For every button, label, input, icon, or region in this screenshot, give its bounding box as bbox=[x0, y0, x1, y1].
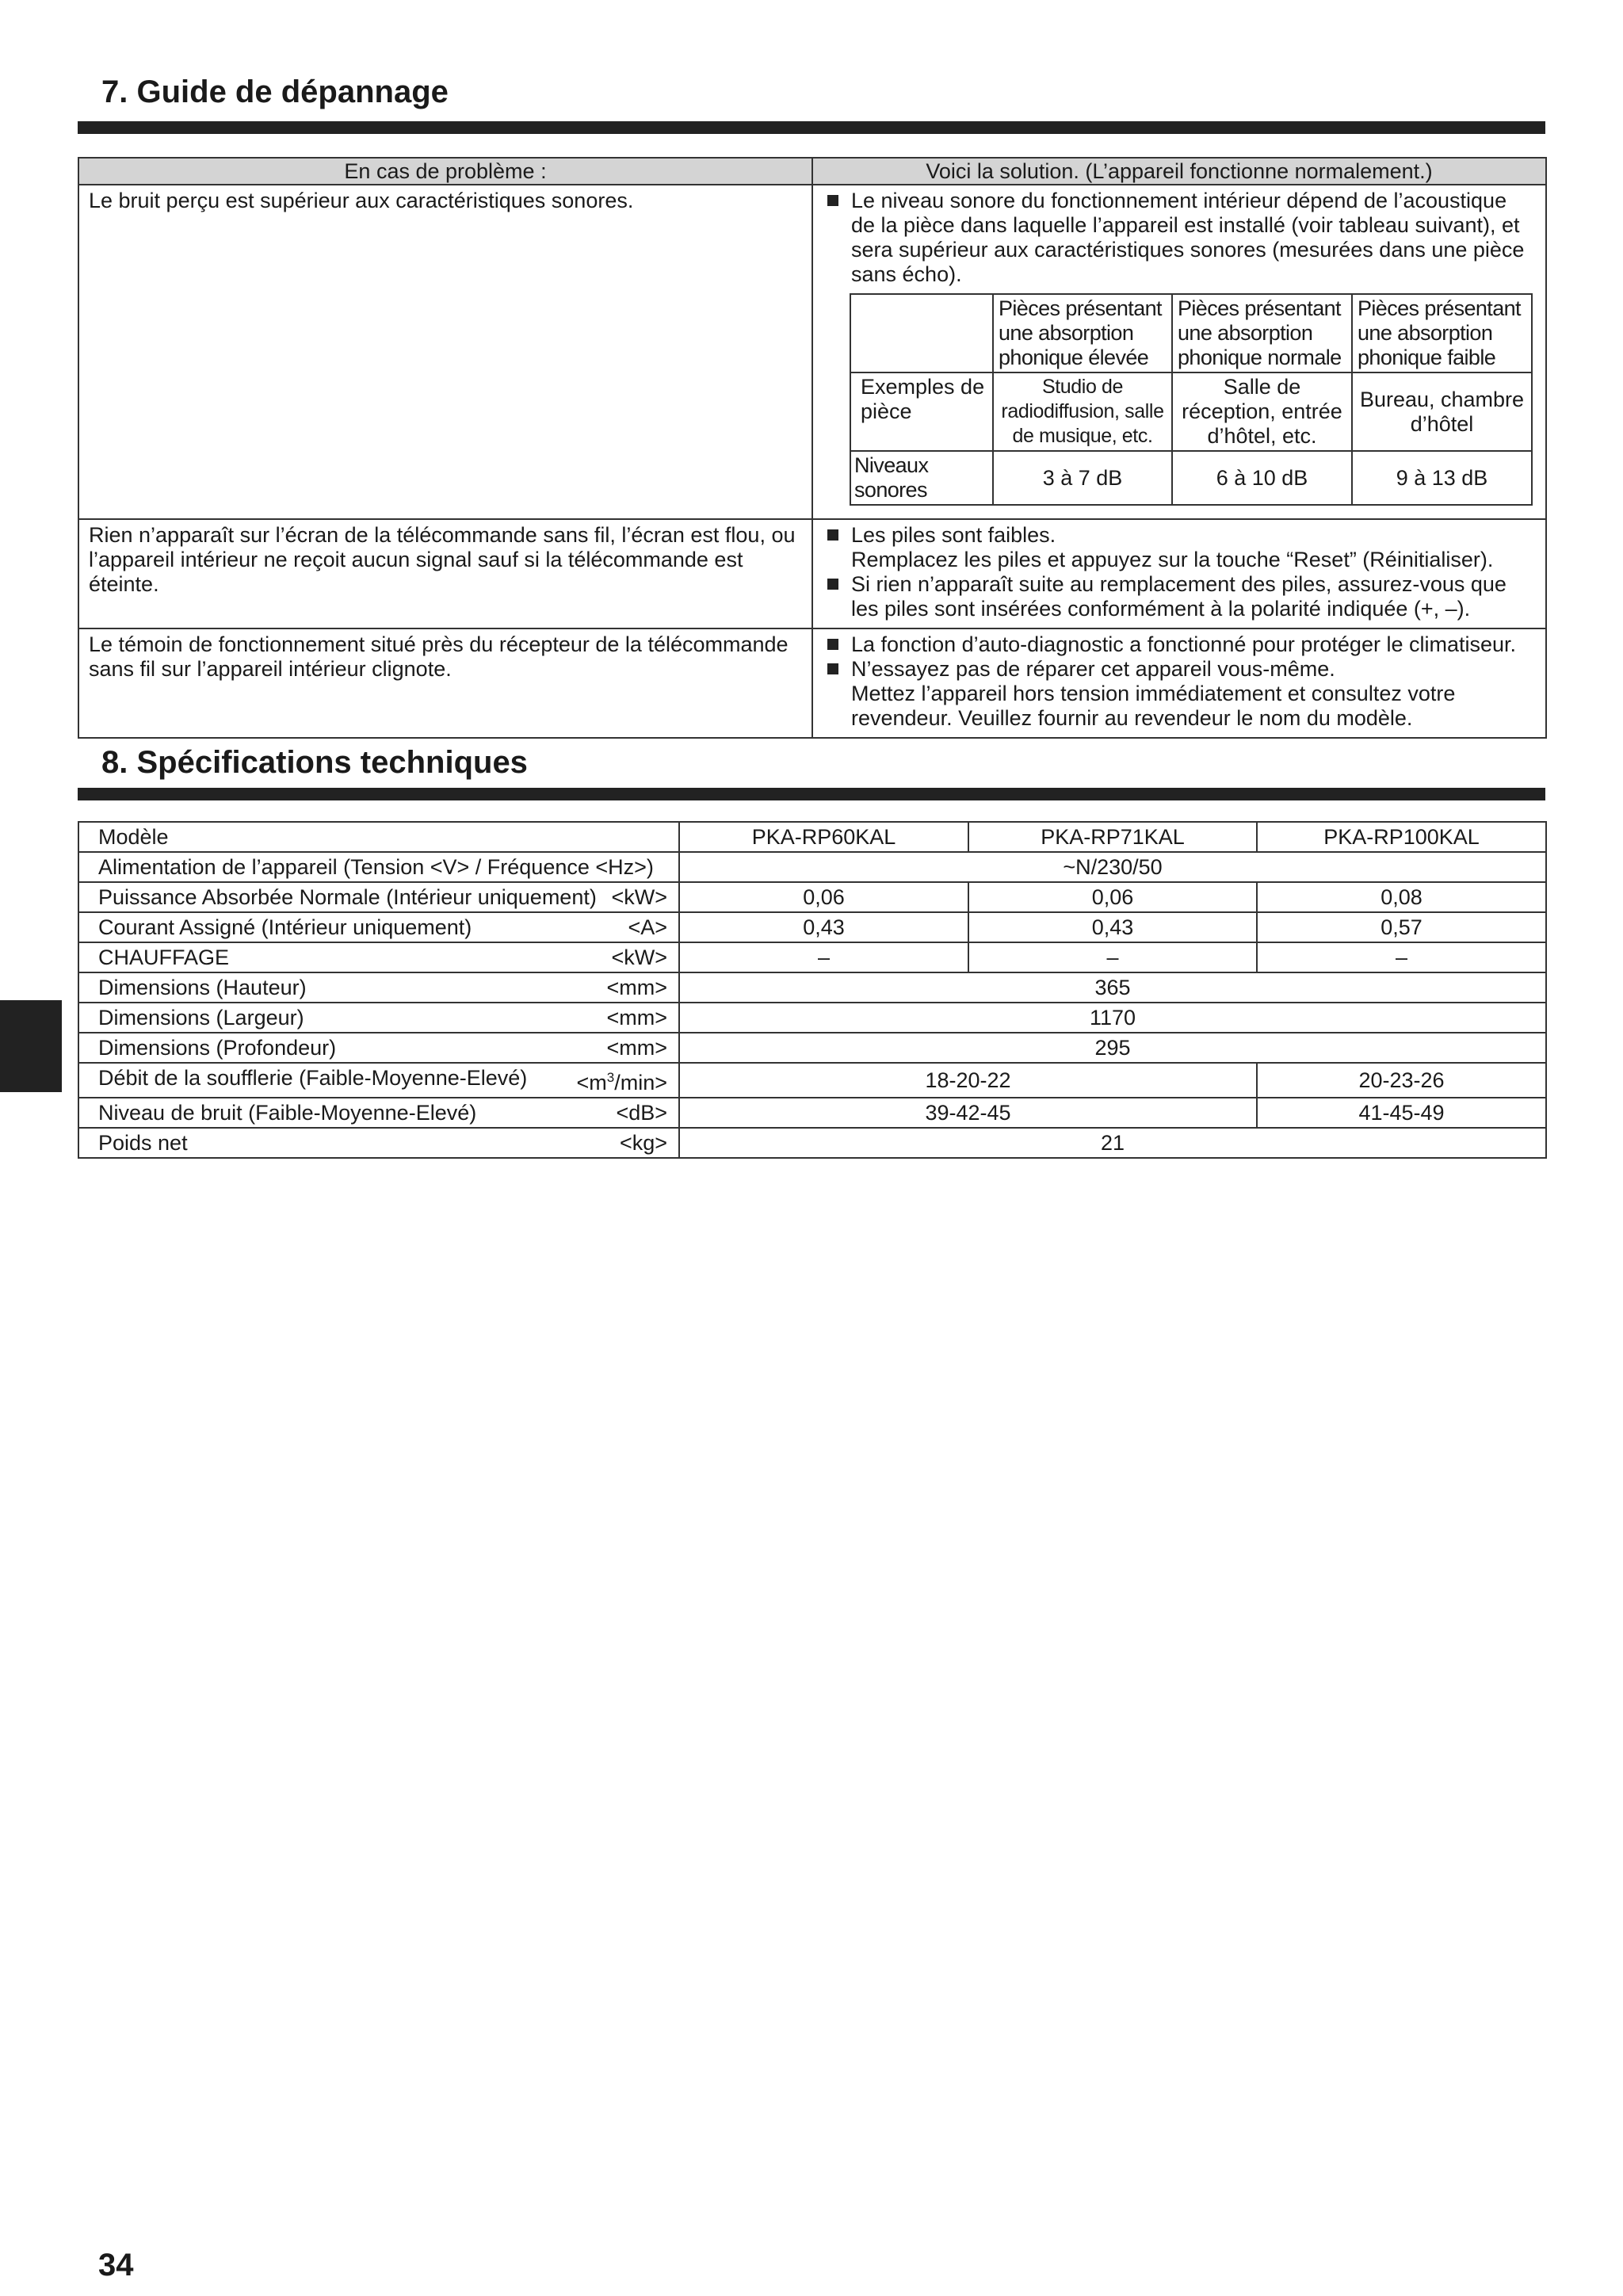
specifications-table bbox=[78, 821, 1547, 1159]
level-high-absorption: 3 à 7 dB bbox=[993, 451, 1172, 505]
spec-unit: <mm> bbox=[606, 1036, 667, 1060]
spec-row-height bbox=[78, 972, 1546, 1003]
square-bullet-icon bbox=[827, 663, 838, 674]
example-low-absorption: Bureau, chambre d’hôtel bbox=[1352, 372, 1532, 451]
spec-value: 0,06 bbox=[968, 882, 1257, 912]
spec-label: Dimensions (Hauteur) bbox=[98, 976, 307, 999]
spec-row-noise bbox=[78, 1098, 1546, 1128]
square-bullet-icon bbox=[827, 529, 838, 541]
spec-label-cell bbox=[78, 912, 679, 942]
spec-row-depth bbox=[78, 1033, 1546, 1063]
spec-label: Alimentation de l’appareil (Tension <V> / Fréquence <Hz>) bbox=[78, 852, 679, 882]
page-number: 34 bbox=[98, 2248, 134, 2283]
spec-value: 18-20-22 bbox=[679, 1063, 1257, 1098]
spec-row-heating bbox=[78, 942, 1546, 972]
bullet-item bbox=[823, 523, 1536, 548]
solution-noise bbox=[812, 185, 1546, 519]
unit-superscript: 3 bbox=[606, 1070, 615, 1085]
condition-high-absorption: Pièces présentant une absorption phonique élevée bbox=[993, 294, 1172, 372]
spec-value: 0,57 bbox=[1257, 912, 1546, 942]
spec-row-power-supply bbox=[78, 852, 1546, 882]
square-bullet-icon bbox=[827, 195, 838, 206]
spec-label-cell bbox=[78, 1063, 679, 1098]
noise-examples-row bbox=[850, 372, 1532, 451]
spec-row-current bbox=[78, 912, 1546, 942]
square-bullet-icon bbox=[827, 579, 838, 590]
example-high-absorption: Studio de radiodiffusion, salle de musique, etc. bbox=[993, 372, 1172, 451]
bullet-continuation: Mettez l’appareil hors tension immédiatement et consultez votre revendeur. Veuillez fournir au revendeur le nom du modèle. bbox=[851, 682, 1456, 730]
bullet-text: N’essayez pas de réparer cet appareil vous-même. bbox=[851, 657, 1335, 681]
troubleshooting-table bbox=[78, 157, 1547, 739]
bullet-item bbox=[823, 572, 1536, 621]
spec-label: CHAUFFAGE bbox=[98, 946, 230, 969]
condition-normal-absorption: Pièces présentant une absorption phonique normale bbox=[1172, 294, 1352, 372]
spec-row-power-input bbox=[78, 882, 1546, 912]
spec-value: 21 bbox=[679, 1128, 1546, 1158]
level-low-absorption: 9 à 13 dB bbox=[1352, 451, 1532, 505]
examples-label: Exemples de pièce bbox=[850, 372, 993, 451]
spec-label-cell bbox=[78, 1128, 679, 1158]
spec-unit: <kW> bbox=[611, 885, 667, 909]
spec-label-cell bbox=[78, 972, 679, 1003]
spec-label-cell bbox=[78, 942, 679, 972]
level-normal-absorption: 6 à 10 dB bbox=[1172, 451, 1352, 505]
spec-label: Dimensions (Profondeur) bbox=[98, 1036, 337, 1060]
model-rp100: PKA-RP100KAL bbox=[1257, 822, 1546, 852]
spec-value: 295 bbox=[679, 1033, 1546, 1063]
bullet-text: Si rien n’apparaît suite au remplacement des piles, assurez-vous que les piles sont insérées conformément à la polarité indiquée (+, –). bbox=[851, 572, 1507, 621]
section-8-title: 8. Spécifications techniques bbox=[101, 745, 528, 780]
spec-row-weight bbox=[78, 1128, 1546, 1158]
noise-level-table bbox=[850, 293, 1533, 506]
spec-label: Débit de la soufflerie (Faible-Moyenne-Elevé) bbox=[98, 1066, 528, 1090]
spec-label-cell bbox=[78, 1098, 679, 1128]
spec-value: 39-42-45 bbox=[679, 1098, 1257, 1128]
spec-value: 0,06 bbox=[679, 882, 968, 912]
spec-unit: <dB> bbox=[616, 1101, 667, 1125]
spec-unit: <kg> bbox=[619, 1131, 667, 1155]
spec-value: 0,43 bbox=[968, 912, 1257, 942]
spec-unit: <mm> bbox=[606, 976, 667, 999]
solution-indicator-blinks bbox=[812, 628, 1546, 738]
problem-remote-display: Rien n’apparaît sur l’écran de la télécommande sans fil, l’écran est flou, ou l’appareil intérieur ne reçoit aucun signal sauf si la télécommande est éteinte. bbox=[78, 519, 812, 628]
spec-value: 0,43 bbox=[679, 912, 968, 942]
spec-unit: <mm> bbox=[606, 1006, 667, 1030]
spec-label: Niveau de bruit (Faible-Moyenne-Elevé) bbox=[98, 1101, 477, 1125]
section-8-rule bbox=[78, 788, 1545, 800]
spec-unit bbox=[576, 1064, 667, 1097]
problem-noise: Le bruit perçu est supérieur aux caractéristiques sonores. bbox=[78, 185, 812, 519]
spec-value: – bbox=[968, 942, 1257, 972]
spec-row-model bbox=[78, 822, 1546, 852]
unit-suffix: /min> bbox=[614, 1071, 667, 1095]
spec-value: 1170 bbox=[679, 1003, 1546, 1033]
unit-prefix: <m bbox=[576, 1071, 607, 1095]
spec-label-cell bbox=[78, 1033, 679, 1063]
model-rp60: PKA-RP60KAL bbox=[679, 822, 968, 852]
bullet-item bbox=[823, 189, 1536, 287]
noise-levels-row bbox=[850, 451, 1532, 505]
noise-corner-cell bbox=[850, 294, 993, 372]
bullet-item bbox=[823, 632, 1536, 657]
spec-value: 20-23-26 bbox=[1257, 1063, 1546, 1098]
section-7-rule bbox=[78, 121, 1545, 134]
problem-header: En cas de problème : bbox=[78, 158, 812, 185]
problem-indicator-blinks: Le témoin de fonctionnement situé près du récepteur de la télécommande sans fil sur l’appareil intérieur clignote. bbox=[78, 628, 812, 738]
bullet-continuation: Remplacez les piles et appuyez sur la touche “Reset” (Réinitialiser). bbox=[851, 548, 1494, 571]
troubleshooting-header-row bbox=[78, 158, 1546, 185]
bullet-text: Le niveau sonore du fonctionnement intérieur dépend de l’acoustique de la pièce dans laquelle l’appareil est installé (voir tableau suivant), et sera supérieur aux caractéristiques sonores (mesurées dans une pièce sans écho). bbox=[851, 189, 1525, 286]
spec-label: Dimensions (Largeur) bbox=[98, 1006, 304, 1030]
spec-unit: <A> bbox=[628, 915, 667, 939]
spec-value: 0,08 bbox=[1257, 882, 1546, 912]
square-bullet-icon bbox=[827, 639, 838, 650]
spec-value: – bbox=[1257, 942, 1546, 972]
solution-header: Voici la solution. (L’appareil fonctionne normalement.) bbox=[812, 158, 1546, 185]
noise-conditions-row bbox=[850, 294, 1532, 372]
spec-value: 41-45-49 bbox=[1257, 1098, 1546, 1128]
bullet-item bbox=[823, 657, 1536, 682]
example-normal-absorption: Salle de réception, entrée d’hôtel, etc. bbox=[1172, 372, 1352, 451]
spec-value: 365 bbox=[679, 972, 1546, 1003]
solution-remote-display bbox=[812, 519, 1546, 628]
spec-value: – bbox=[679, 942, 968, 972]
condition-low-absorption: Pièces présentant une absorption phonique faible bbox=[1352, 294, 1532, 372]
section-7-title: 7. Guide de dépannage bbox=[101, 74, 449, 109]
troubleshooting-row bbox=[78, 519, 1546, 628]
spec-label: Courant Assigné (Intérieur uniquement) bbox=[98, 915, 472, 939]
troubleshooting-row bbox=[78, 185, 1546, 519]
model-label: Modèle bbox=[78, 822, 679, 852]
side-tab-marker bbox=[0, 1000, 62, 1092]
spec-row-airflow bbox=[78, 1063, 1546, 1098]
bullet-text: Les piles sont faibles. bbox=[851, 523, 1056, 547]
model-rp71: PKA-RP71KAL bbox=[968, 822, 1257, 852]
spec-row-width bbox=[78, 1003, 1546, 1033]
spec-label-cell bbox=[78, 1003, 679, 1033]
spec-unit: <kW> bbox=[611, 946, 667, 969]
spec-value: ~N/230/50 bbox=[679, 852, 1546, 882]
levels-label: Niveaux sonores bbox=[850, 451, 993, 505]
bullet-text: La fonction d’auto-diagnostic a fonctionné pour protéger le climatiseur. bbox=[851, 632, 1517, 656]
spec-label: Puissance Absorbée Normale (Intérieur uniquement) bbox=[98, 885, 597, 909]
troubleshooting-row bbox=[78, 628, 1546, 738]
spec-label: Poids net bbox=[98, 1131, 188, 1155]
spec-label-cell bbox=[78, 882, 679, 912]
